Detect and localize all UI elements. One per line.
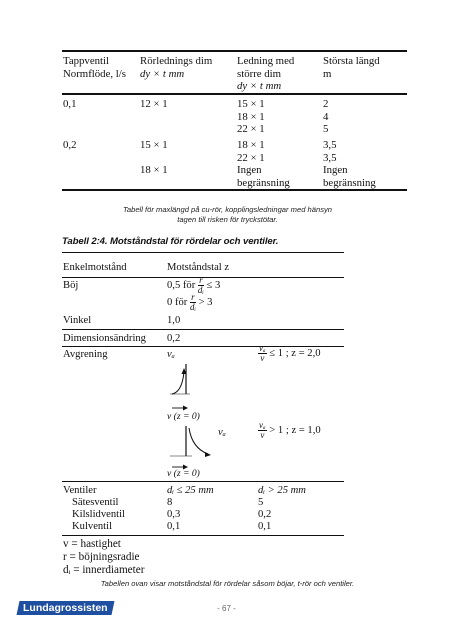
dim-label: Dimensionsändring: [63, 333, 146, 344]
table2-title: Tabell 2:4. Motståndstal för rördelar och ventiler.: [62, 236, 279, 247]
ventil-large: 0,2: [258, 509, 272, 520]
table1-header-flow: Tappventil Normflöde, l/s: [63, 55, 126, 80]
vinkel-label: Vinkel: [63, 315, 92, 326]
table1-top-rule: [62, 50, 407, 52]
table1-row1-length: 2 4 5: [323, 98, 329, 135]
table1-row1-larger: 15 × 1 18 × 1 22 × 1: [237, 98, 265, 135]
company-logo: Lundagrossisten: [17, 601, 115, 615]
legend: [63, 538, 144, 577]
table1-row2-larger: 18 × 1 22 × 1 Ingen begränsning: [237, 139, 290, 189]
avgrening-va: vₐ: [167, 349, 175, 360]
table1-header-dim: Rörlednings dim dy × t mm: [140, 55, 213, 80]
table2-caption: Tabellen ovan visar motståndstal för rördelar såsom böjar, t-rör och ventiler.: [100, 579, 355, 588]
ventil-name: Kulventil: [72, 521, 113, 532]
ventil-large: 0,1: [258, 521, 272, 532]
avgrening-label: Avgrening: [63, 349, 108, 360]
table1-row1-flow: 0,1: [63, 98, 77, 110]
legend-velocity: v = hastighet: [63, 538, 121, 550]
avgrening-fraction-2: $\frac{\text{vₐ}}{v}$: [259, 420, 266, 441]
dim-value: 0,2: [167, 333, 181, 344]
ventiler-head-large: dᵢ > 25 mm: [258, 485, 306, 496]
boj-label: Böj: [63, 280, 79, 291]
avgrening-arrow-label-2: v (z = 0): [167, 468, 200, 479]
table2-header-right: Motståndstal z: [167, 262, 230, 273]
branch-diagram-1: [168, 360, 228, 405]
legend-diameter: dᵢ = innerdiameter: [63, 564, 145, 576]
ventil-small: 0,1: [167, 521, 181, 532]
ventiler-label: Ventiler: [63, 485, 97, 496]
boj-fraction-2: $\frac{r}{\text{dᵢ}}$: [189, 292, 196, 312]
table1-header-rule: [62, 93, 407, 95]
avgrening-cond1: $\frac{\text{vₐ}}{v}$ ≤ 1 ; z = 2,0: [259, 343, 321, 364]
table2-title-rule: [62, 252, 344, 253]
table1-row2-flow: 0,2: [63, 139, 77, 151]
ventil-name: Kilslidventil: [72, 509, 125, 520]
vinkel-value: 1,0: [167, 315, 181, 326]
avgrening-va-2: vₐ: [218, 427, 226, 438]
avgrening-cond2: $\frac{\text{vₐ}}{v}$ > 1 ; z = 1,0: [259, 420, 321, 441]
avgrening-fraction-1: $\frac{\text{vₐ}}{v}$: [259, 343, 266, 364]
rule-vinkel: [62, 329, 344, 330]
ventil-small: 8: [167, 497, 173, 508]
table2-header-left: Enkelmotstånd: [63, 262, 127, 273]
table1-bottom-rule: [62, 189, 407, 191]
boj-line1: 0,5 för $\frac{r}{\text{dᵢ}}$ ≤ 3: [167, 275, 221, 295]
ventil-small: 0,3: [167, 509, 181, 520]
legend-radius: r = böjningsradie: [63, 551, 140, 563]
table1-caption: Tabell för maxlängd på cu-rör, kopplingsledningar med hänsyn tagen till risken för tryckstötar.: [122, 205, 333, 224]
ventil-name: Sätesventil: [72, 497, 119, 508]
ventiler-head-small: dᵢ ≤ 25 mm: [167, 485, 214, 496]
table1-header-length: Största längd m: [323, 55, 380, 80]
table1-row2-dim: 15 × 1 18 × 1: [140, 139, 168, 176]
boj-fraction-1: $\frac{r}{\text{dᵢ}}$: [197, 275, 204, 295]
rule-avgrening: [62, 481, 344, 482]
page-number: - 67 -: [217, 604, 236, 613]
boj-line2: 0 för $\frac{r}{\text{dᵢ}}$ > 3: [167, 292, 213, 312]
avgrening-arrow-label-1: v (z = 0): [167, 411, 200, 422]
table1-row1-dim: 12 × 1: [140, 98, 168, 110]
branch-diagram-2: [168, 424, 228, 464]
ventil-large: 5: [258, 497, 264, 508]
table2-bottom-rule: [62, 535, 344, 536]
table1-row2-length: 3,5 3,5 Ingen begränsning: [323, 139, 376, 189]
table1-header-larger: Ledning med större dim dy × t mm: [237, 55, 295, 92]
